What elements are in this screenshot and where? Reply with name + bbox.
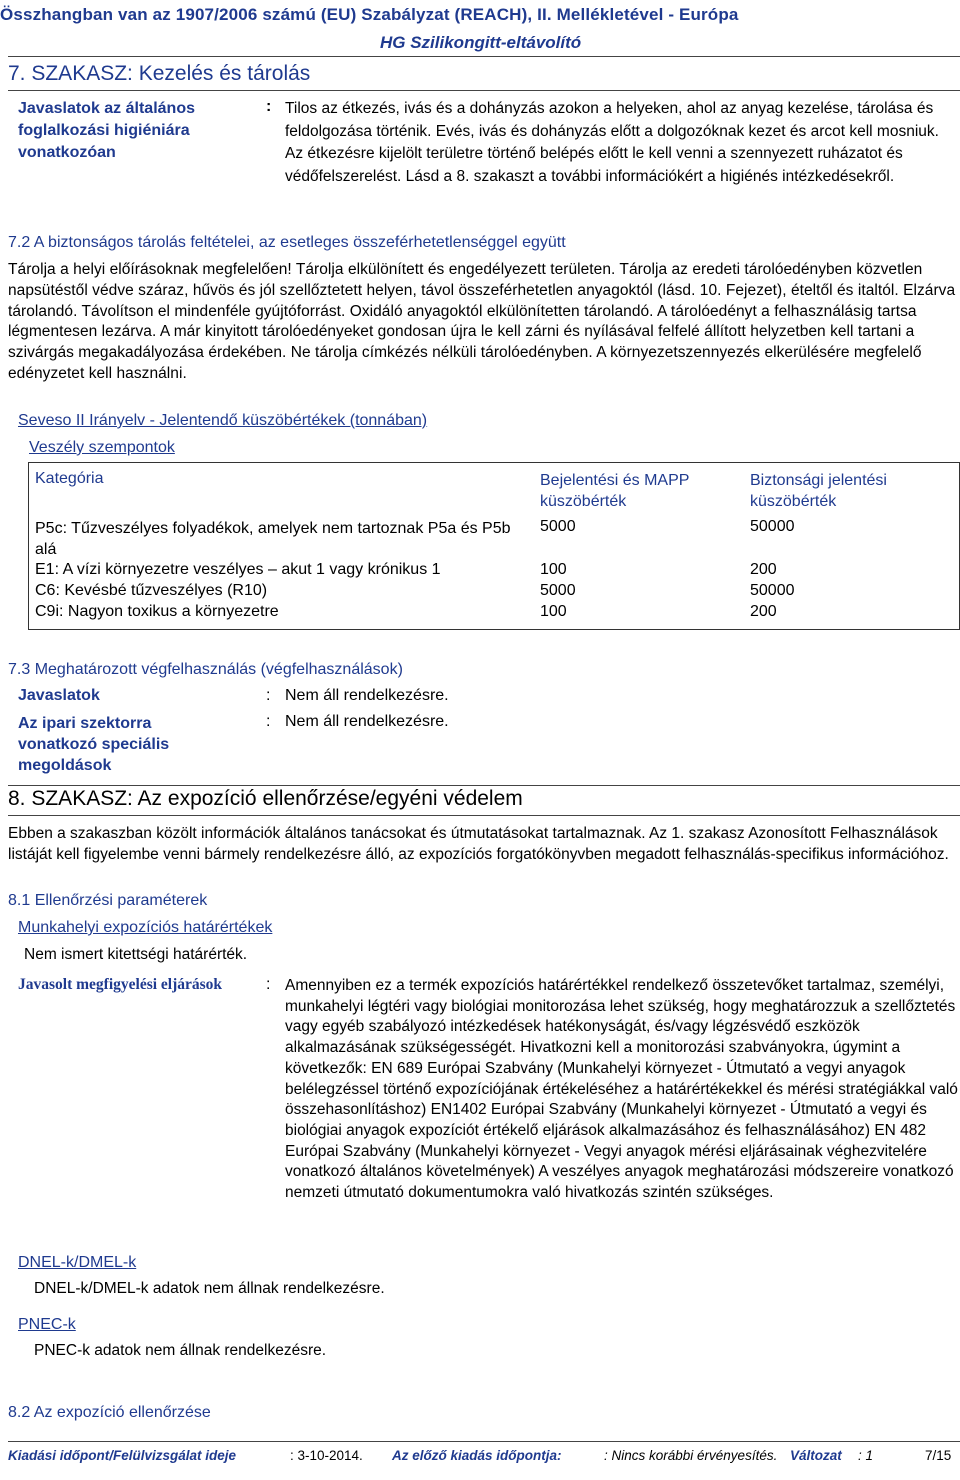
hygiene-label: Javaslatok az általános foglalkozási higiéniára vonatkozóan — [18, 100, 195, 161]
hazard-title: Veszély szempontok — [29, 439, 175, 456]
recommend-label: Javaslatok — [18, 687, 100, 704]
oel-text: Nem ismert kitettségi határérték. — [24, 946, 248, 963]
table-row-safety: 50000 — [750, 518, 795, 535]
s81-title: 8.1 Ellenőrzési paraméterek — [8, 892, 208, 909]
table-row-mapp: 5000 — [540, 518, 576, 535]
oel-title: Munkahelyi expozíciós határértékek — [18, 919, 273, 936]
table-row-mapp: 100 — [540, 561, 567, 578]
section8-intro: Ebben a szakaszban közölt információk általános tanácsokat és útmutatásokat tartalmaznak. Az 1. szakasz Azonosított Felhasználások listáját kell figyelembe venni bármely rendelkezésre álló, az expozíciós forgatókönyvben megadott felhasználás-specifikus információhoz. — [8, 825, 949, 863]
s72-title: 7.2 A biztonságos tárolás feltételei, az esetleges összeférhetetlenséggel együtt — [8, 234, 566, 251]
regulation-header: Összhangban van az 1907/2006 számú (EU) Szabályzat (REACH), II. Mellékletével - Európa — [0, 5, 739, 24]
header-divider — [8, 56, 960, 57]
hygiene-text: Tilos az étkezés, ivás és a dohányzás azokon a helyeken, ahol az anyag kezelése, tárolása és feldolgozása történik. Evés, ivás és dohányzás előtt a dolgozóknak kezet és arcot kell mosniuk. Az étkezésre kijelölt területre történő belépés előtt le kell venni a szennyezett ruházatot és védőfelszerelést. Lásd a 8. szakaszt a további információkért a higiénés intézkedésekről. — [285, 100, 939, 185]
dnel-text: DNEL-k/DMEL-k adatok nem állnak rendelkezésre. — [34, 1280, 385, 1297]
table-row-category: E1: A vízi környezetre veszélyes – akut 1 vagy krónikus 1 — [35, 561, 441, 578]
table-header-category: Kategória — [35, 470, 104, 487]
s82-title: 8.2 Az expozíció ellenőrzése — [8, 1404, 211, 1421]
footer-version-value: : 1 — [858, 1448, 874, 1463]
footer-issue-label: Kiadási időpont/Felülvizsgálat ideje — [8, 1448, 237, 1463]
footer-divider — [8, 1441, 960, 1442]
dnel-title: DNEL-k/DMEL-k — [18, 1254, 137, 1271]
footer-prev-label: Az előző kiadás időpontja: — [392, 1448, 562, 1463]
recommend-value: Nem áll rendelkezésre. — [285, 687, 449, 704]
section8-title: 8. SZAKASZ: Az expozíció ellenőrzése/egyéni védelem — [8, 787, 523, 810]
product-name: HG Szilikongitt-eltávolító — [380, 33, 582, 52]
s72-text: Tárolja a helyi előírásoknak megfelelően! Tárolja elkülönített és engedélyezett területen. Tárolja az eredeti tárolóedényben közvetlen napsütéstől védve száraz, hűvös és jól szellőztetett helyen, távol összeférhetetlen anyagoktól (lásd. 10. Fejezet), ételtől és italtól. Elzárva tárolandó. Távolítson el mindenféle gyújtóforrást. Oxidáló anyagoktól elkülönítetten tárolandó. A tárolóedényt a felhasználásig tartsa légmentesen lezárva. A már kinyitott tárolóedényeket gondosan újra le kell zárni és nyílásával felfelé állított helyzetben kell tartani a szivárgás megakadályozása érdekében. Ne tárolja címkézés nélküli tárolóedényben. A környezetszennyezés elkerülésére megfelelő edényzetet kell használni. — [8, 261, 956, 382]
table-row-category: P5c: Tűzveszélyes folyadékok, amelyek nem tartoznak P5a és P5b alá — [35, 520, 511, 558]
table-row-category: C6: Kevésbé tűzveszélyes (R10) — [35, 582, 268, 599]
footer-prev-value: : Nincs korábbi érvényesítés. — [604, 1448, 778, 1463]
hygiene-colon: : — [266, 98, 272, 115]
footer-page-number: 7/15 — [925, 1448, 952, 1463]
section7-divider — [8, 90, 960, 91]
monitoring-text: Amennyiben ez a termék expozíciós határértékkel rendelkező összetevőket tartalmaz, személyi, munkahelyi légtéri vagy biológiai monitorozása lehet szükség, hogy meghatározzuk a szellőztetés vagy egyéb szabályozó intézkedések hatékonyságát, és/vagy légzésvédő eszközök alkalmazásának szükségességét. Hivatkozni kell a monitorozási szabványokra, úgymint a következők: EN 689 Európai Szabvány (Munkahelyi környezet - Útmutató a vegyi anyagok belélegzéssel történő expozíciójának értékeléséhez a határértékekkel és mérési stratégiákkal való összehasonlításhoz) EN1402 Európai Szabvány (Munkahelyi környezet - Útmutató a vegyi és biológiai anyagok expozíciót értékelő eljárások alkalmazásához és felhasználásához) EN 482 Európai Szabvány (Munkahelyi környezet - Vegyi anyagok mérési eljárásainak véghezvitelére vonatkozó általános követelmények) A veszélyes anyagok meghatározási módszereire vonatkozó nemzeti útmutató dokumentumokra való hivatkozás szintén szükséges. — [285, 977, 958, 1202]
footer-issue-value: : 3-10-2014. — [290, 1448, 363, 1463]
monitoring-colon: : — [266, 976, 271, 993]
table-row-safety: 200 — [750, 603, 777, 620]
table-row-mapp: 100 — [540, 603, 567, 620]
table-row-safety: 200 — [750, 561, 777, 578]
table-row-safety: 50000 — [750, 582, 795, 599]
table-header-mapp: Bejelentési és MAPP küszöbérték — [540, 472, 690, 510]
section7-title: 7. SZAKASZ: Kezelés és tárolás — [8, 62, 311, 85]
pnec-title: PNEC-k — [18, 1316, 76, 1333]
seveso-title: Seveso II Irányelv - Jelentendő küszöbértékek (tonnában) — [18, 412, 428, 429]
footer-version-label: Változat — [790, 1448, 842, 1463]
pnec-text: PNEC-k adatok nem állnak rendelkezésre. — [34, 1342, 327, 1359]
industry-label: Az ipari szektorra vonatkozó speciális megoldások — [18, 715, 170, 774]
s73-title: 7.3 Meghatározott végfelhasználás (végfelhasználások) — [8, 661, 403, 678]
table-row-category: C9i: Nagyon toxikus a környezetre — [35, 603, 279, 620]
recommend-colon: : — [266, 687, 271, 704]
table-row-mapp: 5000 — [540, 582, 576, 599]
section8-divider — [8, 815, 960, 816]
monitoring-label: Javasolt megfigyelési eljárások — [18, 976, 223, 993]
industry-value: Nem áll rendelkezésre. — [285, 713, 449, 730]
table-header-safety: Biztonsági jelentési küszöbérték — [750, 472, 887, 510]
industry-colon: : — [266, 713, 271, 730]
section8-top-divider — [8, 785, 960, 786]
